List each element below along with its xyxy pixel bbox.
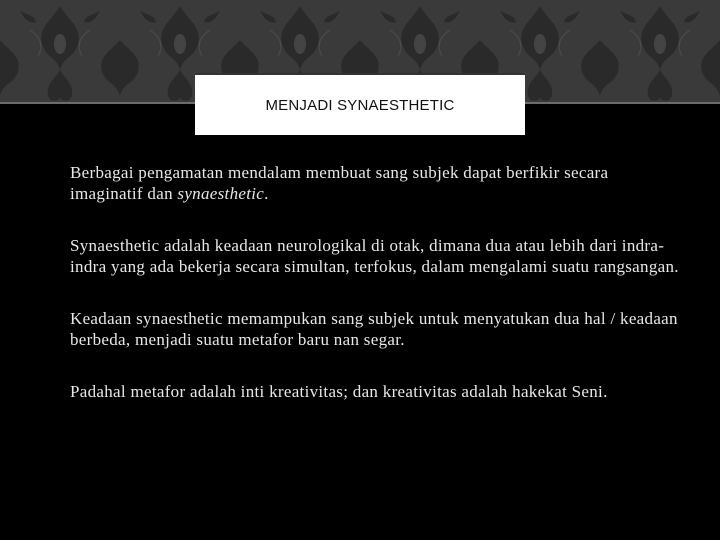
paragraph-1-text: Berbagai pengamatan mendalam membuat sang subjek dapat berfikir secara imaginatif dan (70, 163, 609, 203)
paragraph-1 (70, 162, 680, 204)
slide-title: MENJADI SYNAESTHETIC (265, 96, 455, 114)
paragraph-4: Padahal metafor adalah inti kreativitas; dan kreativitas adalah hakekat Seni. (70, 382, 608, 401)
title-box (195, 73, 525, 135)
paragraph-1-end: . (264, 184, 269, 203)
paragraph-2: Synaesthetic adalah keadaan neurologikal di otak, dimana dua atau lebih dari indra-indra yang ada bekerja secara simultan, terfokus, dalam mengalami suatu rangsangan. (70, 236, 679, 276)
slide-body (70, 162, 680, 433)
paragraph-1-italic: synaesthetic (177, 184, 265, 203)
paragraph-3: Keadaan synaesthetic memampukan sang subjek untuk menyatukan dua hal / keadaan berbeda, menjadi suatu metafor baru nan segar. (70, 309, 678, 349)
